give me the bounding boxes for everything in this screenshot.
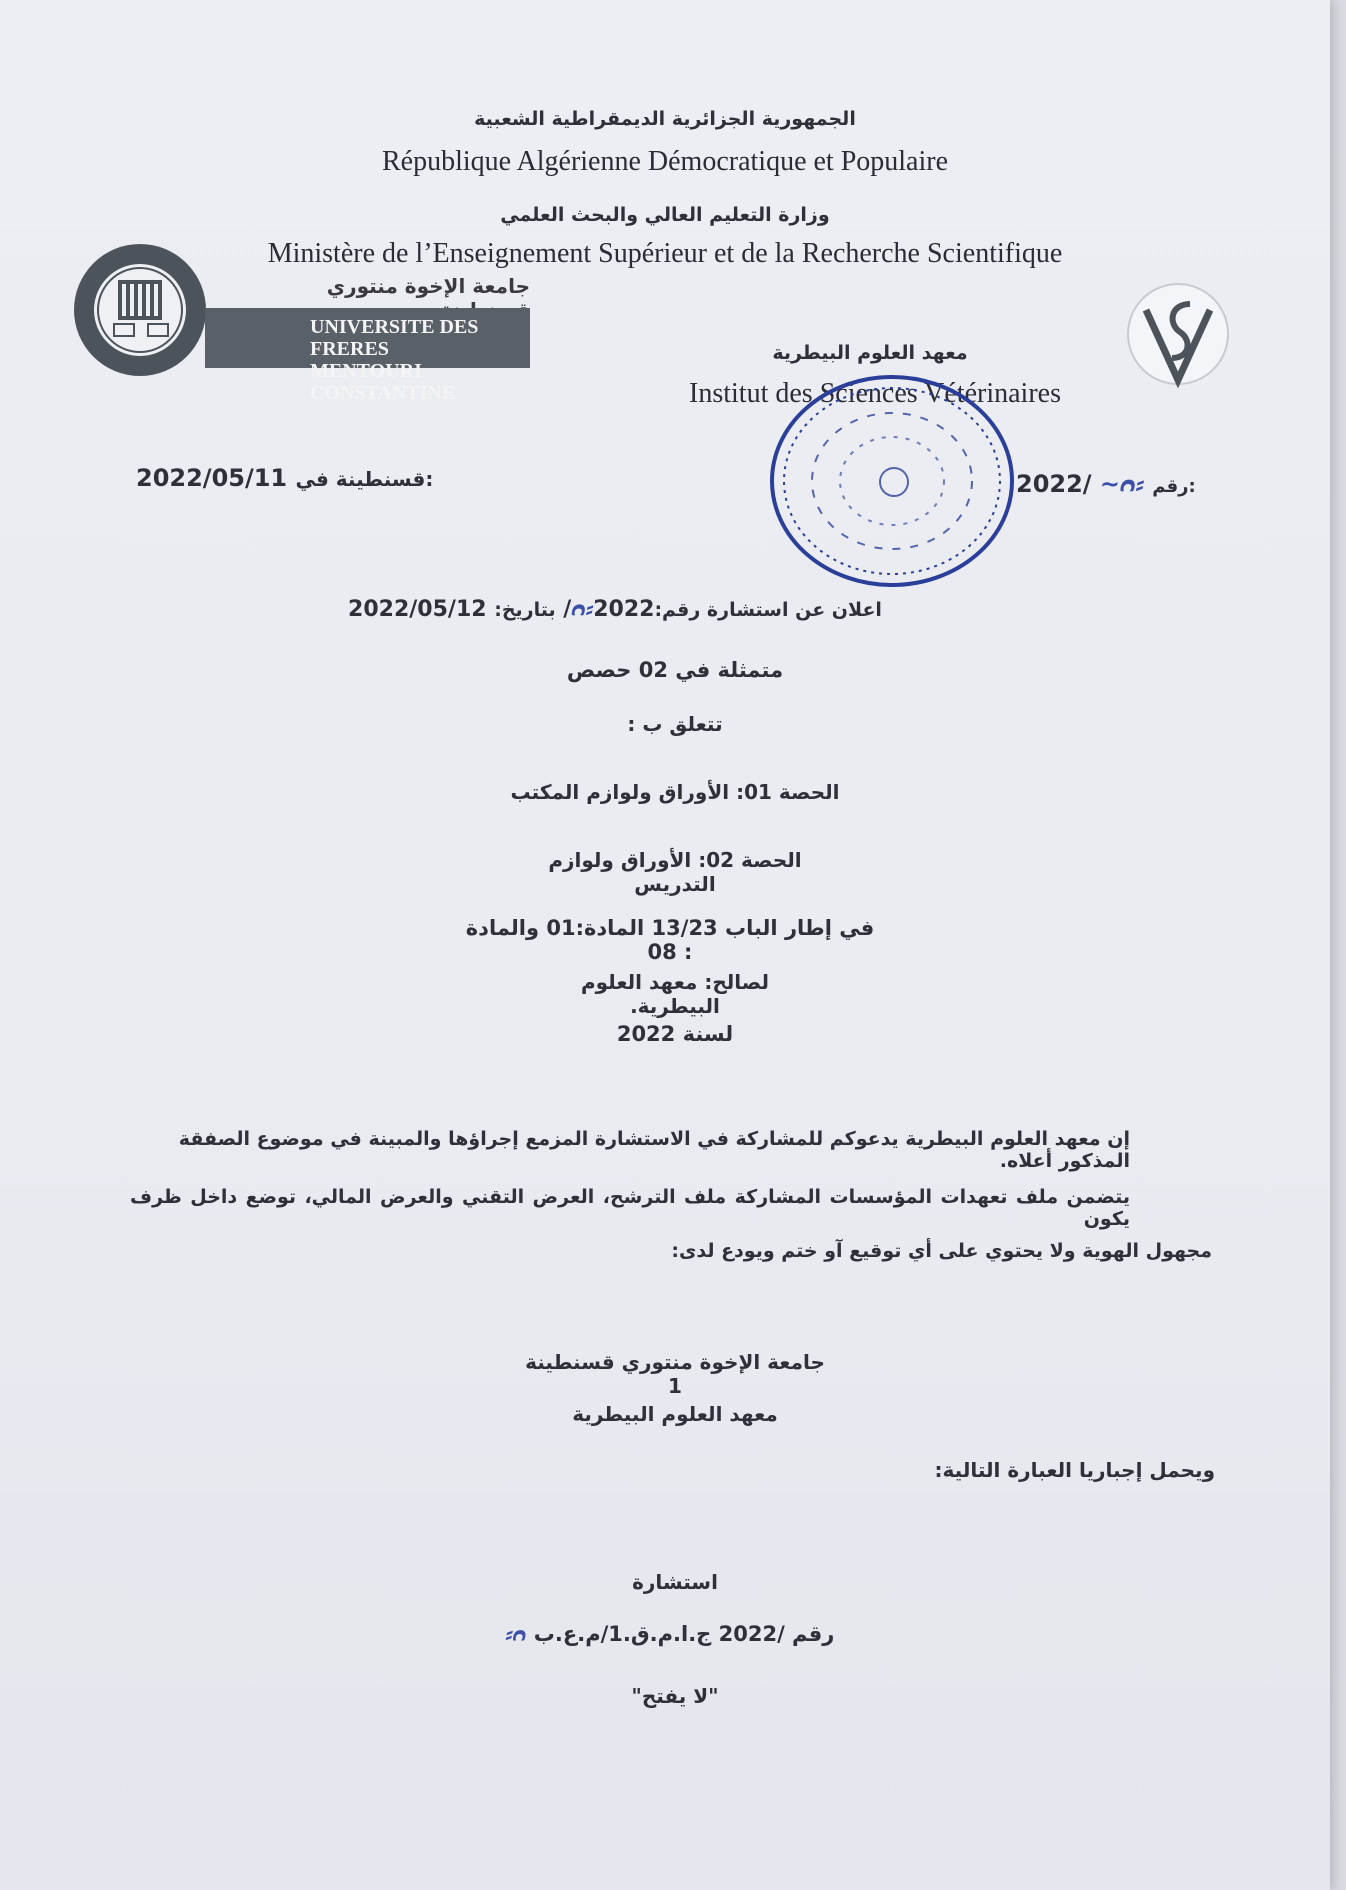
place-date-label: قسنطينة في: <box>295 467 434 491</box>
reference-label: رقم: <box>1152 476 1196 497</box>
address-line-2: معهد العلوم البيطرية <box>572 1402 778 1426</box>
notice-title <box>300 596 930 622</box>
university-seal-icon <box>70 240 210 380</box>
envelope-reference-text: رقم /2022 ج.ا.م.ق.1/م.ع.ب <box>533 1622 835 1646</box>
notice-date-label: بتاريخ: <box>494 599 556 621</box>
lot-2: الحصة 02: الأوراق ولوازم التدريس <box>548 848 802 896</box>
paragraph-2-line-1: يتضمن ملف تعهدات المؤسسات المشاركة ملف الترشح، العرض التقني والعرض المالي، توضع داخل ظرف يكون <box>130 1186 1130 1230</box>
notice-concerns: تتعلق ب : <box>627 712 723 736</box>
notice-title-number: 2022/ <box>563 597 655 622</box>
address-line-1: جامعة الإخوة منتوري قسنطينة 1 <box>525 1350 825 1398</box>
paragraph-2-line-2: مجهول الهوية ولا يحتوي على أي توقيع آو ختم ويودع لدى: <box>671 1240 1212 1262</box>
university-name-line-1: UNIVERSITE DES FRERES <box>310 316 479 360</box>
beneficiary-line: لصالح: معهد العلوم البيطرية. <box>580 970 770 1018</box>
do-not-open: "لا يفتح" <box>631 1684 719 1708</box>
notice-lots: متمثلة في 02 حصص <box>566 658 784 682</box>
university-name-line-2: MENTOURI CONSTANTINE <box>310 360 456 404</box>
envelope-title: استشارة <box>632 1570 718 1594</box>
year-line: لسنة 2022 <box>616 1022 734 1046</box>
handwritten-envelope-mark: ᴒ⸗ <box>505 1622 527 1646</box>
vet-logo-icon <box>1118 282 1238 392</box>
institute-arabic: معهد العلوم البيطرية <box>772 342 968 364</box>
round-stamp-icon <box>768 372 1016 590</box>
handwritten-ref-mark: ~ᴒ⸗ <box>1099 470 1144 498</box>
paragraph-1: إن معهد العلوم البيطرية يدعوكم للمشاركة في الاستشارة المزمع إجراؤها والمبينة في موضوع الصفقة المذكور أعلاه. <box>178 1128 1130 1172</box>
reference-number <box>1016 470 1216 499</box>
official-stamp <box>768 372 1016 590</box>
place-date-value: 2022/05/11 <box>136 464 288 492</box>
notice-title-prefix: اعلان عن استشارة رقم: <box>654 599 882 621</box>
envelope-reference <box>460 1622 880 1647</box>
university-name-arabic: جامعة الإخوة منتوري <box>326 274 530 298</box>
notice-date: 2022/05/12 <box>348 597 487 622</box>
vet-institute-logo <box>1118 282 1238 392</box>
framework-line: في إطار الباب 13/23 المادة:01 والمادة : 08 <box>465 916 875 964</box>
institute-french: Institut des Sciences Vétérinaires <box>689 378 1061 409</box>
ministry-french: Ministère de l’Enseignement Supérieur et de la Recherche Scientifique <box>267 238 1063 269</box>
handwritten-notice-mark: ᴒ⸗ <box>571 597 594 622</box>
republic-arabic: الجمهورية الجزائرية الديمقراطية الشعبية <box>474 108 856 130</box>
mandatory-phrase-intro: ويحمل إجباريا العبارة التالية: <box>934 1458 1215 1482</box>
reference-value: 2022/ <box>1016 470 1092 498</box>
lot-1: الحصة 01: الأوراق ولوازم المكتب <box>510 780 840 804</box>
place-date <box>136 464 436 492</box>
republic-french: République Algérienne Démocratique et Populaire <box>381 146 949 177</box>
university-name-band <box>205 308 530 404</box>
university-logo <box>70 240 530 404</box>
ministry-arabic: وزارة التعليم العالي والبحث العلمي <box>500 204 830 226</box>
